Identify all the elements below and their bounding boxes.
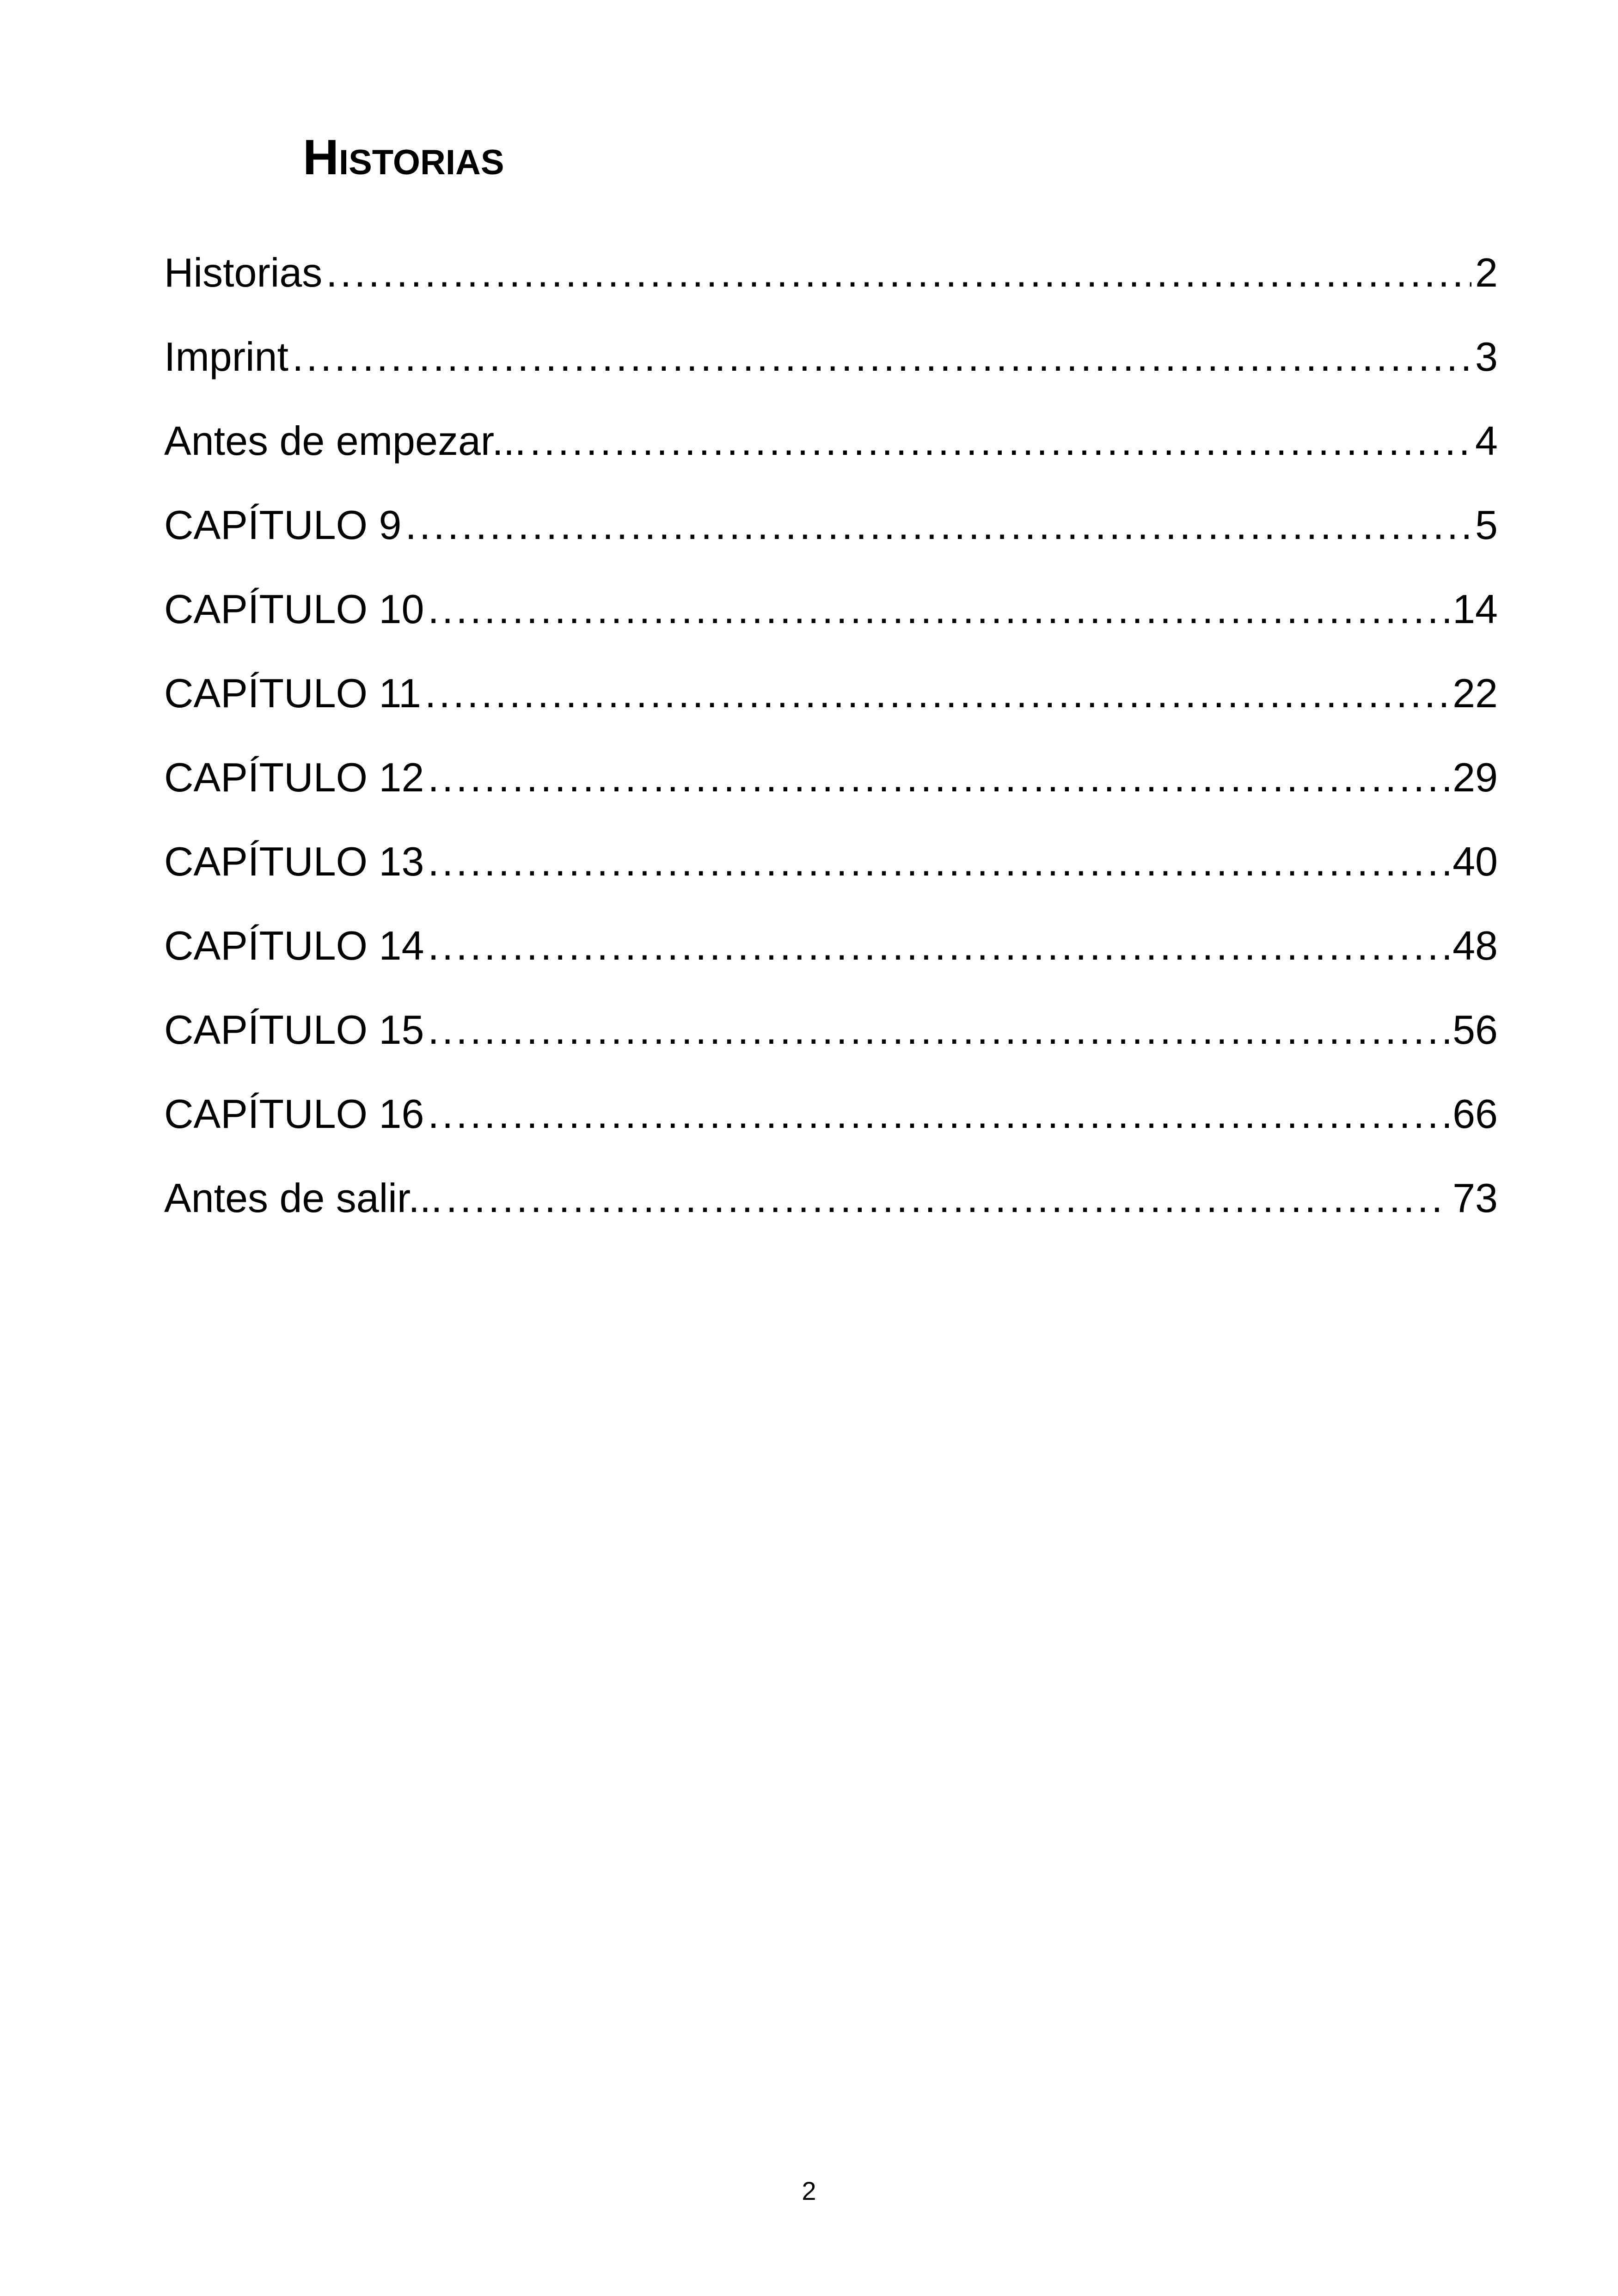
toc-entry[interactable] <box>164 745 1498 829</box>
toc-dot-leader <box>428 1082 1449 1146</box>
toc-entry-title: Antes de salir... <box>164 1175 442 1221</box>
toc-entry[interactable] <box>164 1082 1498 1166</box>
toc-entry[interactable] <box>164 1166 1498 1250</box>
toc-dot-leader <box>405 493 1471 557</box>
toc-dot-leader <box>428 998 1449 1062</box>
toc-entry-title: Historias <box>164 250 323 295</box>
toc-dot-leader <box>428 829 1449 894</box>
toc-entry-title: CAPÍTULO 12 <box>164 754 424 800</box>
toc-dot-leader <box>428 913 1449 978</box>
toc-dot-leader <box>530 409 1471 473</box>
toc-entry-page: 66 <box>1453 1091 1498 1137</box>
toc-dot-leader <box>326 240 1471 305</box>
toc-entry[interactable] <box>164 577 1498 661</box>
page-number: 2 <box>802 2176 816 2205</box>
toc-entry[interactable] <box>164 998 1498 1082</box>
toc-entry[interactable] <box>164 409 1498 493</box>
toc-entry-page: 22 <box>1453 670 1498 716</box>
table-of-contents <box>164 240 1498 1250</box>
toc-entry-title: CAPÍTULO 15 <box>164 1007 424 1053</box>
toc-entry[interactable] <box>164 829 1498 913</box>
toc-entry-page: 4 <box>1475 418 1498 464</box>
toc-entry-title: CAPÍTULO 13 <box>164 839 424 884</box>
toc-entry-title: CAPÍTULO 10 <box>164 586 424 632</box>
toc-entry-page: 5 <box>1475 502 1498 548</box>
toc-dot-leader <box>425 661 1449 726</box>
toc-entry-title: Antes de empezar... <box>164 418 526 464</box>
toc-entry-title: CAPÍTULO 14 <box>164 923 424 968</box>
toc-entry[interactable] <box>164 240 1498 325</box>
toc-entry-page: 3 <box>1475 334 1498 380</box>
toc-dot-leader <box>428 745 1449 810</box>
toc-entry[interactable] <box>164 913 1498 998</box>
toc-dot-leader <box>292 325 1471 389</box>
toc-entry-page: 48 <box>1453 923 1498 968</box>
toc-entry-title: CAPÍTULO 16 <box>164 1091 424 1137</box>
toc-entry-page: 56 <box>1453 1007 1498 1053</box>
toc-dot-leader <box>428 577 1449 642</box>
toc-heading: Historias <box>303 129 504 185</box>
toc-entry[interactable] <box>164 325 1498 409</box>
toc-entry-page: 14 <box>1453 586 1498 632</box>
toc-entry[interactable] <box>164 493 1498 577</box>
toc-entry-page: 40 <box>1453 839 1498 884</box>
toc-dot-leader <box>446 1166 1449 1231</box>
toc-entry-page: 2 <box>1475 250 1498 295</box>
toc-entry-page: 29 <box>1453 754 1498 800</box>
toc-entry-page: 73 <box>1453 1175 1498 1221</box>
toc-entry-title: CAPÍTULO 11 <box>164 670 421 716</box>
toc-entry-title: CAPÍTULO 9 <box>164 502 402 548</box>
toc-entry[interactable] <box>164 661 1498 745</box>
toc-entry-title: Imprint <box>164 334 288 380</box>
